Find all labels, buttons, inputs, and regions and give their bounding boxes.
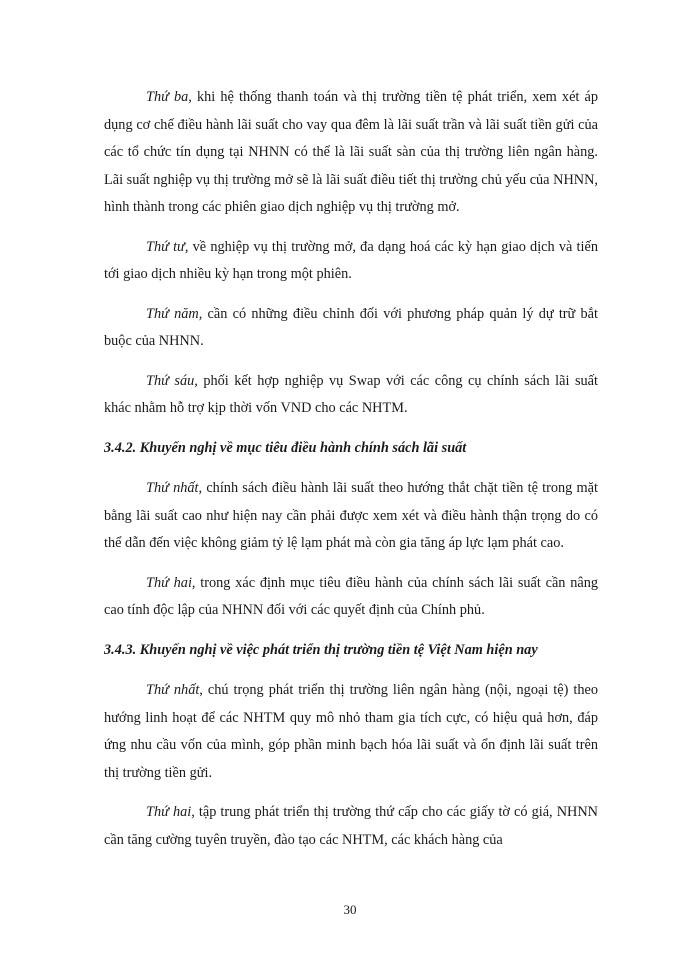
page-body: [104, 84, 598, 866]
paragraph-text: cần có những điều chỉnh đối với phương pháp quản lý dự trữ bắt buộc của NHNN.: [104, 305, 598, 349]
paragraph-thu-ba: [104, 84, 598, 222]
paragraph-thu-hai: [104, 799, 598, 854]
paragraph-text: về nghiệp vụ thị trường mở, đa dạng hoá các kỳ hạn giao dịch và tiến tới giao dịch nhiều kỳ hạn trong một phiên.: [104, 238, 598, 282]
paragraph-lead: Thứ nhất,: [146, 480, 203, 496]
paragraph-text: chính sách điều hành lãi suất theo hướng thắt chặt tiền tệ trong mặt bằng lãi suất cao như hiện nay cần phải được xem xét và điều hành thận trọng do có thể dẫn đến việc không giảm tỷ lệ lạm phát mà còn gia tăng áp lực lạm phát cao.: [104, 480, 598, 551]
page-number: 30: [343, 902, 357, 917]
paragraph-thu-nhat: [104, 677, 598, 787]
paragraph-thu-sau: [104, 368, 598, 423]
section-heading-3-4-2: 3.4.2. Khuyến nghị về mục tiêu điều hành chính sách lãi suất: [104, 439, 467, 456]
paragraph-thu-nam: [104, 301, 598, 356]
paragraph-text: phối kết hợp nghiệp vụ Swap với các công cụ chính sách lãi suất khác nhằm hỗ trợ kịp thời vốn VND cho các NHTM.: [104, 372, 598, 416]
paragraph-lead: Thứ sáu,: [146, 372, 198, 389]
paragraph-text: trong xác định mục tiêu điều hành của chính sách lãi suất cần nâng cao tính độc lập của NHNN đối với các quyết định của Chính phủ.: [104, 574, 599, 618]
paragraph-lead: Thứ tư,: [146, 238, 189, 255]
paragraph-lead: Thứ nhất,: [146, 682, 203, 698]
paragraph-text: chú trọng phát triển thị trường liên ngân hàng (nội, ngoại tệ) theo hướng linh hoạt để các NHTM quy mô nhỏ tham gia tích cực, có hiệu quả hơn, đáp ứng nhu cầu vốn của mình, góp phần minh bạch hóa lãi suất và ổn định lãi suất trên thị trường tiền gửi.: [104, 682, 598, 781]
paragraph-lead: Thứ ba,: [146, 89, 192, 105]
paragraph-thu-tu: [104, 234, 598, 289]
paragraph-thu-nhat: [104, 475, 598, 558]
paragraph-text: khi hệ thống thanh toán và thị trường tiền tệ phát triển, xem xét áp dụng cơ chế điều hành lãi suất cho vay qua đêm là lãi suất trần và lãi suất tiền gửi của các tổ chức tín dụng tại NHNN có thể là lãi suất sàn của thị trường liên ngân hàng. Lãi suất nghiệp vụ thị trường mở sẽ là lãi suất điều tiết thị trường chủ yếu của NHNN, hình thành trong các phiên giao dịch nghiệp vụ thị trường mở.: [104, 89, 599, 215]
paragraph-lead: Thứ hai,: [146, 574, 196, 591]
paragraph-thu-hai: [104, 570, 598, 625]
paragraph-lead: Thứ hai,: [146, 804, 195, 820]
paragraph-text: tập trung phát triển thị trường thứ cấp cho các giấy tờ có giá, NHNN cần tăng cường tuyên truyền, đào tạo các NHTM, các khách hàng của: [104, 804, 598, 848]
paragraph-lead: Thứ năm,: [146, 305, 203, 322]
section-heading-3-4-3: 3.4.3. Khuyến nghị về việc phát triển thị trường tiền tệ Việt Nam hiện nay: [104, 641, 538, 658]
